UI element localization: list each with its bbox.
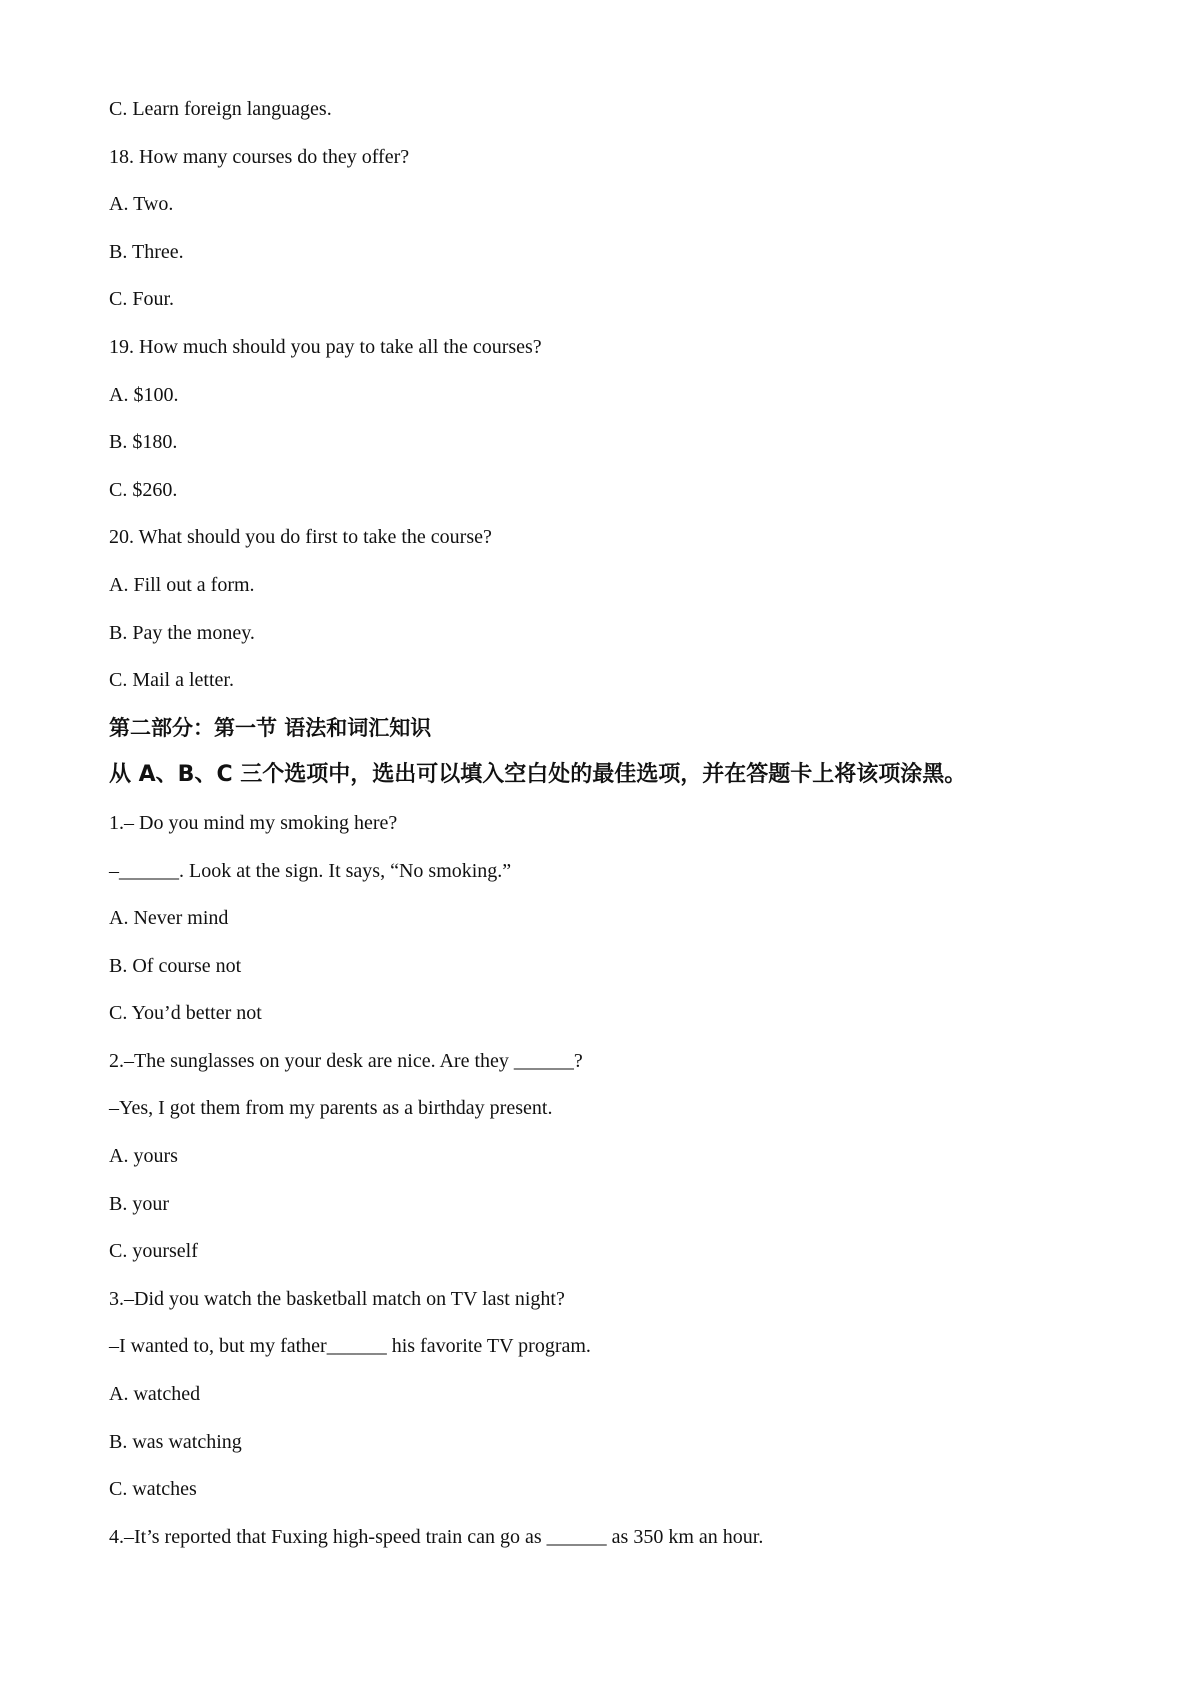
option-20b: B. Pay the money.	[109, 621, 255, 644]
option-2b: B. your	[109, 1192, 169, 1215]
question-3: 3.–Did you watch the basketball match on TV last night?	[109, 1287, 565, 1310]
option-17c: C. Learn foreign languages.	[109, 98, 332, 120]
question-2: 2.–The sunglasses on your desk are nice. Are they ______?	[109, 1049, 583, 1072]
question-19: 19. How much should you pay to take all the courses?	[109, 335, 542, 358]
question-18: 18. How many courses do they offer?	[109, 145, 410, 168]
option-1a: A. Never mind	[109, 907, 229, 930]
question-20: 20. What should you do first to take the course?	[109, 526, 492, 549]
option-3c: C. watches	[109, 1478, 197, 1501]
option-1c: C. You’d better not	[109, 1002, 262, 1025]
option-1b: B. Of course not	[109, 954, 242, 977]
question-3-reply: –I wanted to, but my father______ his favorite TV program.	[109, 1335, 591, 1358]
option-19a: A. $100.	[109, 383, 179, 406]
document-page	[109, 97, 1109, 1572]
question-2-reply: –Yes, I got them from my parents as a birthday present.	[109, 1097, 553, 1120]
option-2a: A. yours	[109, 1145, 178, 1168]
option-3a: A. watched	[109, 1383, 201, 1406]
question-1-reply: –______. Look at the sign. It says, “No smoking.”	[109, 859, 512, 882]
option-18a: A. Two.	[109, 193, 174, 216]
question-1: 1.– Do you mind my smoking here?	[109, 811, 398, 834]
option-18b: B. Three.	[109, 240, 184, 263]
section-heading: 第二部分：第一节 语法和词汇知识	[109, 715, 432, 740]
option-2c: C. yourself	[109, 1240, 198, 1263]
question-4: 4.–It’s reported that Fuxing high-speed train can go as ______ as 350 km an hour.	[109, 1525, 764, 1548]
option-20a: A. Fill out a form.	[109, 573, 255, 596]
section-instructions: 从 A、B、C 三个选项中，选出可以填入空白处的最佳选项，并在答题卡上将该项涂黑。	[109, 762, 967, 788]
option-19b: B. $180.	[109, 431, 178, 454]
option-20c: C. Mail a letter.	[109, 669, 234, 692]
option-19c: C. $260.	[109, 478, 178, 501]
option-3b: B. was watching	[109, 1430, 242, 1453]
option-18c: C. Four.	[109, 288, 175, 311]
